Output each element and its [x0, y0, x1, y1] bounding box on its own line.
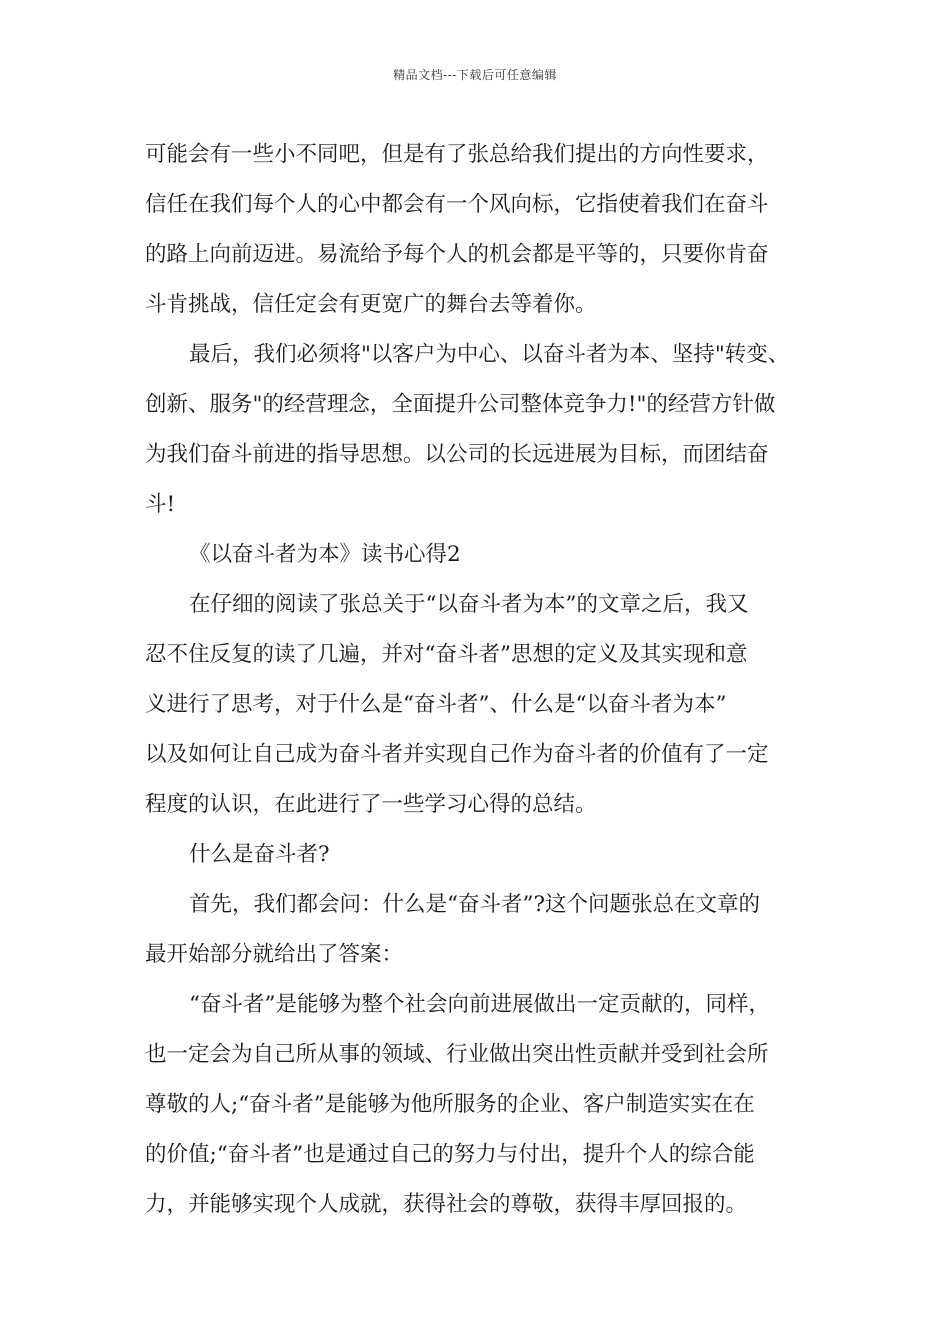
text-line: 的路上向前迈进。易流给予每个人的机会都是平等的，只要你肯奋 [145, 242, 769, 267]
paragraph-start-line: “奋斗者”是能够为整个社会向前进展做出一定贡献的，同样， [189, 992, 770, 1017]
text-line: 程度的认识，在此进行了一些学习心得的总结。 [145, 792, 597, 817]
text-line: 信任在我们每个人的心中都会有一个风向标，它指使着我们在奋斗 [145, 192, 769, 217]
subheading: 什么是奋斗者? [189, 842, 330, 867]
text-line: 最开始部分就给出了答案： [145, 942, 404, 967]
text-line: 义进行了思考，对于什么是“奋斗者”、什么是“以奋斗者为本” [145, 692, 727, 717]
text-line: 斗肯挑战，信任定会有更宽广的舞台去等着你。 [145, 292, 597, 317]
text-line: 斗! [145, 492, 176, 517]
text-line: 以及如何让自己成为奋斗者并实现自己作为奋斗者的价值有了一定 [145, 742, 769, 767]
text-line: 力，并能够实现个人成就，获得社会的尊敬，获得丰厚回报的。 [145, 1192, 748, 1217]
section-title: 《以奋斗者为本》读书心得2 [189, 542, 461, 567]
text-line: 的价值;“奋斗者”也是通过自己的努力与付出，提升个人的综合能 [145, 1142, 755, 1167]
text-line: 创新、服务"的经营理念，全面提升公司整体竞争力!"的经营方针做 [145, 392, 776, 417]
paragraph-start-line: 首先，我们都会问：什么是“奋斗者”?这个问题张总在文章的 [189, 892, 761, 917]
text-line: 也一定会为自己所从事的领域、行业做出突出性贡献并受到社会所 [145, 1042, 769, 1067]
text-line: 忍不住反复的读了几遍，并对“奋斗者”思想的定义及其实现和意 [145, 642, 748, 667]
page-header: 精品文档---下载后可任意编辑 [393, 68, 557, 82]
document-body [145, 130, 805, 1230]
paragraph-start-line: 在仔细的阅读了张总关于“以奋斗者为本”的文章之后，我又 [189, 592, 749, 617]
text-line: 可能会有一些小不同吧，但是有了张总给我们提出的方向性要求， [145, 142, 769, 167]
text-line: 尊敬的人;“奋斗者”是能够为他所服务的企业、客户制造实实在在 [145, 1092, 755, 1117]
paragraph-start-line: 最后，我们必须将"以客户为中心、以奋斗者为本、坚持"转变、 [189, 342, 790, 367]
text-line: 为我们奋斗前进的指导思想。以公司的长远进展为目标，而团结奋 [145, 442, 769, 467]
